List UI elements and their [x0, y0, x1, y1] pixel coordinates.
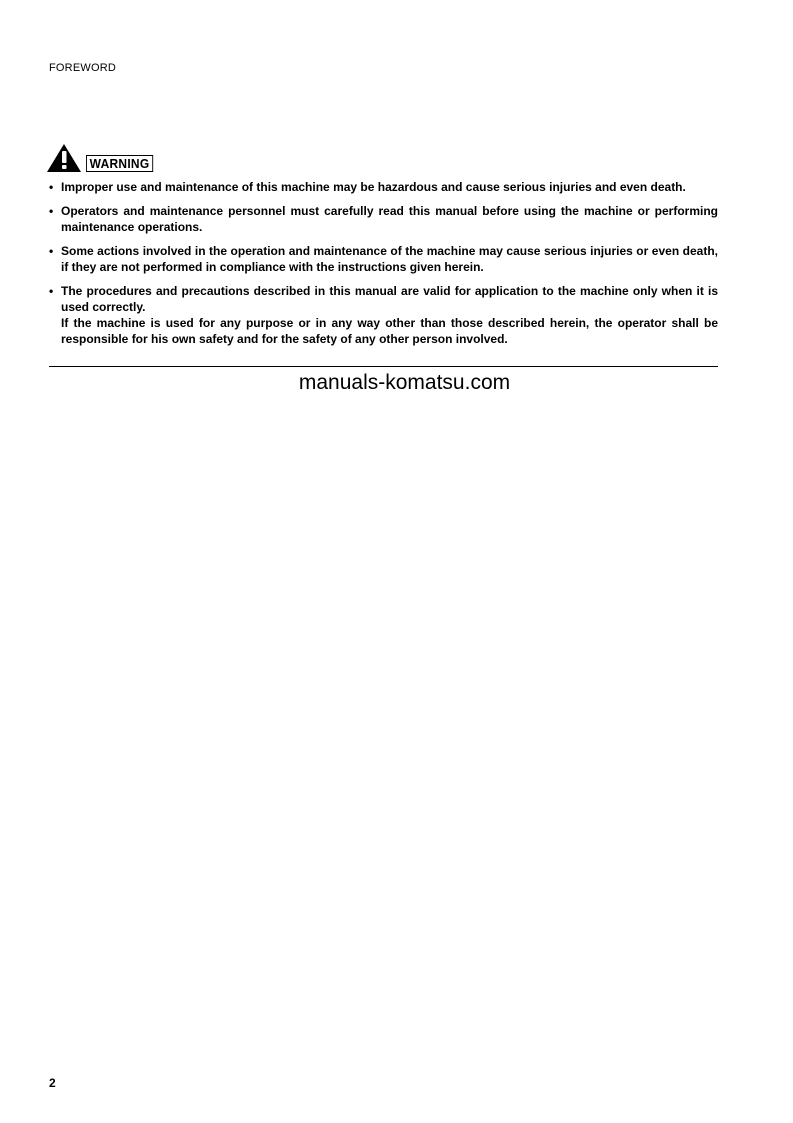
- bullet-icon: •: [49, 244, 54, 258]
- warning-label: WARNING: [86, 155, 153, 172]
- warning-item: [46, 179, 718, 195]
- warning-item: [46, 283, 718, 347]
- warning-text: Improper use and maintenance of this machine may be hazardous and cause serious injuries and even death.: [61, 180, 686, 194]
- warning-text: Some actions involved in the operation and maintenance of the machine may cause serious injuries or even death, if they are not performed in compliance with the instructions given herein.: [61, 244, 718, 274]
- bullet-icon: •: [49, 180, 54, 194]
- warning-text: Operators and maintenance personnel must carefully read this manual before using the machine or performing maintenance operations.: [61, 204, 718, 234]
- section-divider: [49, 366, 718, 367]
- warning-text: If the machine is used for any purpose or in any way other than those described herein, the operator shall be responsible for his own safety and for the safety of any other person involved.: [61, 316, 718, 346]
- warning-item: [46, 243, 718, 275]
- section-header: FOREWORD: [49, 62, 116, 74]
- bullet-icon: •: [49, 284, 54, 298]
- warning-list: [46, 179, 718, 347]
- warning-triangle-icon: [46, 143, 82, 173]
- warning-block: [46, 143, 718, 355]
- warning-heading: [46, 143, 718, 173]
- watermark-text: manuals-komatsu.com: [298, 371, 511, 394]
- warning-text: The procedures and precautions described in this manual are valid for application to the machine only when it is used correctly.: [61, 284, 718, 314]
- page-number: 2: [49, 1076, 56, 1090]
- bullet-icon: •: [49, 204, 54, 218]
- warning-item: [46, 203, 718, 235]
